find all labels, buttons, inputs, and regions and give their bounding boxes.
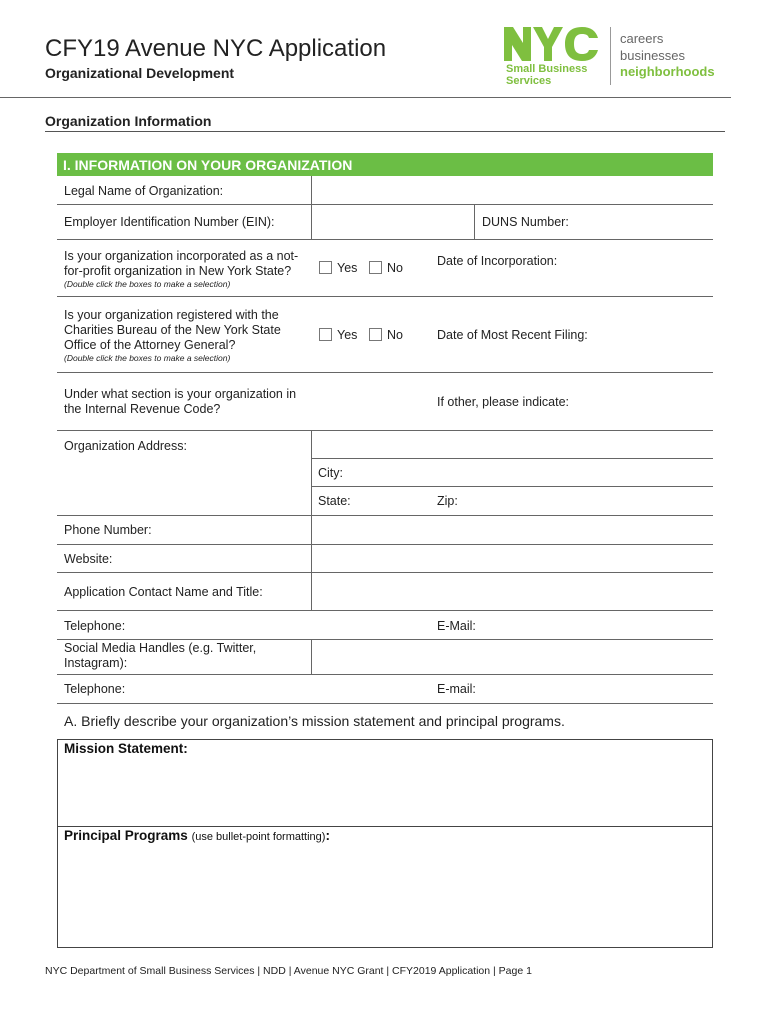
double-click-note: (Double click the boxes to make a selection) — [64, 279, 231, 289]
if-other-label: If other, please indicate: — [437, 395, 570, 409]
contact-field[interactable] — [312, 573, 712, 610]
legal-name-label: Legal Name of Organization: — [64, 184, 224, 198]
website-field[interactable] — [312, 545, 712, 572]
principal-programs-label: Principal Programs (use bullet-point formatting): — [64, 828, 330, 843]
duns-label: DUNS Number: — [482, 215, 569, 229]
email-label: E-mail: — [437, 682, 476, 696]
row-divider — [57, 674, 713, 675]
nfp-yes-checkbox[interactable] — [319, 261, 332, 274]
page-footer: NYC Department of Small Business Services | NDD | Avenue NYC Grant | CFY2019 Application | Page 1 — [45, 965, 532, 977]
nfp-no-checkbox[interactable] — [369, 261, 382, 274]
principal-programs-field[interactable] — [58, 848, 712, 946]
logo-tagline: careers businesses neighborhoods — [620, 31, 715, 79]
sbs-wordmark: Small Business Services — [506, 63, 588, 87]
charities-yes-label: Yes — [337, 328, 358, 342]
ein-field[interactable] — [312, 205, 473, 239]
address-label: Organization Address: — [64, 439, 187, 453]
charities-yes-checkbox[interactable] — [319, 328, 332, 341]
charities-question: Is your organization registered with the Charities Bureau of the New York State Office of the Attorney General? — [64, 308, 281, 352]
legal-name-field[interactable] — [312, 177, 712, 204]
contact-label: Application Contact Name and Title: — [64, 585, 263, 599]
section-divider — [45, 131, 725, 132]
phone-label: Phone Number: — [64, 523, 152, 537]
section-banner — [57, 153, 713, 176]
phone-field[interactable] — [312, 516, 712, 544]
address-field[interactable] — [312, 431, 712, 458]
charities-no-checkbox[interactable] — [369, 328, 382, 341]
website-label: Website: — [64, 552, 113, 566]
page-subtitle: Organizational Development — [45, 65, 235, 81]
logo-divider — [610, 27, 611, 85]
section-title: Organization Information — [45, 113, 212, 129]
nfp-no-label: No — [387, 261, 403, 275]
charities-no-label: No — [387, 328, 403, 342]
nyc-sbs-logo — [504, 27, 734, 89]
irc-question: Under what section is your organization in the Internal Revenue Code? — [64, 387, 297, 416]
date-recent-filing-label: Date of Most Recent Filing: — [437, 328, 588, 342]
nyc-logo-icon — [504, 27, 604, 61]
state-label: State: — [318, 494, 351, 508]
row-divider — [57, 703, 713, 704]
row-divider — [57, 296, 713, 297]
ein-label: Employer Identification Number (EIN): — [64, 215, 275, 229]
double-click-note: (Double click the boxes to make a selection) — [64, 353, 231, 363]
nfp-yes-label: Yes — [337, 261, 358, 275]
mission-prompt: A. Briefly describe your organization’s mission statement and principal programs. — [64, 713, 565, 729]
mission-statement-field[interactable] — [58, 760, 712, 825]
column-divider — [474, 204, 475, 239]
social-media-label: Social Media Handles (e.g. Twitter, Instagram): — [64, 641, 257, 670]
city-label: City: — [318, 466, 343, 480]
date-incorporation-label: Date of Incorporation: — [437, 254, 558, 268]
row-divider — [57, 239, 713, 240]
header-divider — [0, 97, 731, 98]
mission-statement-label: Mission Statement: — [64, 741, 188, 756]
row-divider — [57, 372, 713, 373]
row-divider — [57, 610, 713, 611]
telephone-label: Telephone: — [64, 619, 126, 633]
social-media-field[interactable] — [312, 640, 712, 674]
row-divider — [311, 458, 713, 459]
zip-label: Zip: — [437, 494, 458, 508]
email-label: E-Mail: — [437, 619, 476, 633]
mission-programs-divider — [57, 826, 713, 827]
nfp-question: Is your organization incorporated as a not- for-profit organization in New York State? — [64, 249, 299, 278]
page-title: CFY19 Avenue NYC Application — [45, 35, 387, 62]
row-divider — [311, 486, 713, 487]
telephone-label: Telephone: — [64, 682, 126, 696]
section-banner-title: I. INFORMATION ON YOUR ORGANIZATION — [63, 157, 353, 173]
